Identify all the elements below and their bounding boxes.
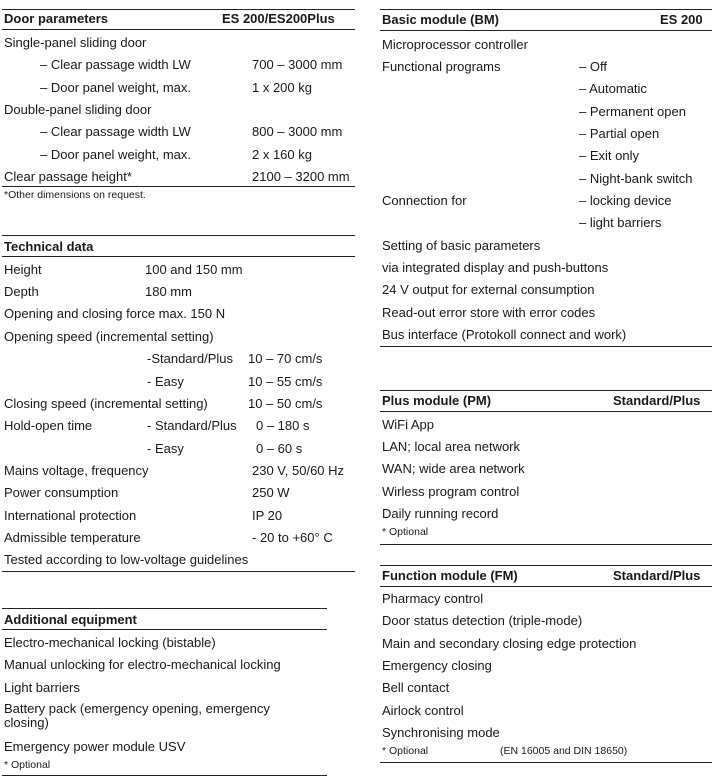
os-standard-value: 10 – 70 cm/s <box>248 351 323 366</box>
hold-easy-value: 0 – 60 s <box>256 441 303 456</box>
single-width-value: 700 – 3000 mm <box>252 57 343 72</box>
tested-note: Tested according to low-voltage guidelines <box>4 552 249 567</box>
double-weight-label: – Door panel weight, max. <box>40 147 192 162</box>
additional-item: Electro-mechanical locking (bistable) <box>4 635 216 650</box>
basic-line: 24 V output for external consumption <box>382 282 595 297</box>
program-item: – Off <box>579 59 607 74</box>
door-params-bottom-rule <box>2 186 355 187</box>
function-title: Function module (FM) <box>382 568 518 583</box>
hold-standard-label: - Standard/Plus <box>147 418 237 433</box>
function-top-rule <box>380 565 712 566</box>
os-easy-label: - Easy <box>147 374 184 389</box>
plus-item: Wirless program control <box>382 484 520 499</box>
double-width-value: 800 – 3000 mm <box>252 124 343 139</box>
tech-bottom-rule <box>2 571 355 572</box>
plus-item: Daily running record <box>382 506 499 521</box>
connection-label: Connection for <box>382 193 467 208</box>
additional-footnote: * Optional <box>4 759 51 771</box>
single-width-label: – Clear passage width LW <box>40 57 191 72</box>
basic-line: Bus interface (Protokoll connect and work) <box>382 327 627 342</box>
function-bottom-rule <box>380 762 712 763</box>
os-standard-label: -Standard/Plus <box>147 351 233 366</box>
additional-item: Emergency power module USV <box>4 739 186 754</box>
basic-line: via integrated display and push-buttons <box>382 260 609 275</box>
temp-label: Admissible temperature <box>4 530 141 545</box>
tech-depth-value: 180 mm <box>145 284 192 299</box>
temp-value: - 20 to +60° C <box>252 530 333 545</box>
door-params-top-rule <box>2 9 355 10</box>
tech-opening-speed: Opening speed (incremental setting) <box>4 329 214 344</box>
protection-value: IP 20 <box>252 508 283 523</box>
door-params-model: ES 200/ES200Plus <box>222 11 335 26</box>
clear-height-value: 2100 – 3200 mm <box>252 169 350 184</box>
tech-header-rule <box>2 256 355 257</box>
basic-header-rule <box>380 30 712 31</box>
clear-height-label: Clear passage height* <box>4 169 132 184</box>
tech-top-rule <box>2 235 355 236</box>
plus-top-rule <box>380 390 712 391</box>
closing-speed-label: Closing speed (incremental setting) <box>4 396 208 411</box>
basic-title: Basic module (BM) <box>382 12 500 27</box>
power-value: 250 W <box>252 485 290 500</box>
plus-item: WAN; wide area network <box>382 461 525 476</box>
function-model: Standard/Plus <box>613 568 701 583</box>
connection-item: – locking device <box>579 193 672 208</box>
closing-speed-value: 10 – 50 cm/s <box>248 396 323 411</box>
hold-easy-label: - Easy <box>147 441 184 456</box>
additional-item: Manual unlocking for electro-mechanical locking <box>4 657 281 672</box>
single-panel-label: Single-panel sliding door <box>4 35 147 50</box>
door-params-header-rule <box>2 29 355 30</box>
additional-item: Battery pack (emergency opening, emergency closing) <box>4 701 270 730</box>
function-item: Pharmacy control <box>382 591 484 606</box>
additional-title: Additional equipment <box>4 612 137 627</box>
plus-footnote: * Optional <box>382 526 429 538</box>
double-panel-label: Double-panel sliding door <box>4 102 152 117</box>
basic-model: ES 200 <box>660 12 703 27</box>
double-width-label: – Clear passage width LW <box>40 124 191 139</box>
basic-micro: Microprocessor controller <box>382 37 528 52</box>
additional-item: Light barriers <box>4 680 80 695</box>
tech-depth-label: Depth <box>4 284 39 299</box>
function-header-rule <box>380 586 712 587</box>
hold-open-label: Hold-open time <box>4 418 93 433</box>
mains-label: Mains voltage, frequency <box>4 463 149 478</box>
function-standards: (EN 16005 and DIN 18650) <box>500 745 628 757</box>
single-weight-value: 1 x 200 kg <box>252 80 312 95</box>
tech-height-value: 100 and 150 mm <box>145 262 243 277</box>
plus-bottom-rule <box>380 544 712 545</box>
plus-title: Plus module (PM) <box>382 393 492 408</box>
basic-line: Setting of basic parameters <box>382 238 541 253</box>
plus-header-rule <box>380 411 712 412</box>
plus-model: Standard/Plus <box>613 393 701 408</box>
tech-force: Opening and closing force max. 150 N <box>4 306 226 321</box>
power-label: Power consumption <box>4 485 119 500</box>
door-params-footnote: *Other dimensions on request. <box>4 189 146 201</box>
additional-top-rule <box>2 608 327 609</box>
tech-title: Technical data <box>4 239 94 254</box>
program-item: – Night-bank switch <box>579 171 693 186</box>
protection-label: International protection <box>4 508 137 523</box>
program-item: – Permanent open <box>579 104 686 119</box>
door-params-title: Door parameters <box>4 11 109 26</box>
function-item: Bell contact <box>382 680 450 695</box>
additional-header-rule <box>2 629 327 630</box>
program-item: – Exit only <box>579 148 639 163</box>
function-item: Main and secondary closing edge protection <box>382 636 637 651</box>
double-weight-value: 2 x 160 kg <box>252 147 312 162</box>
connection-item: – light barriers <box>579 215 662 230</box>
function-footnote: * Optional <box>382 745 429 757</box>
function-item: Airlock control <box>382 703 464 718</box>
tech-height-label: Height <box>4 262 42 277</box>
plus-item: LAN; local area network <box>382 439 521 454</box>
basic-line: Read-out error store with error codes <box>382 305 596 320</box>
program-item: – Partial open <box>579 126 660 141</box>
program-item: – Automatic <box>579 81 647 96</box>
basic-top-rule <box>380 9 712 10</box>
additional-bottom-rule <box>2 775 327 776</box>
function-item: Synchronising mode <box>382 725 500 740</box>
hold-standard-value: 0 – 180 s <box>256 418 310 433</box>
function-item: Door status detection (triple-mode) <box>382 613 583 628</box>
programs-label: Functional programs <box>382 59 501 74</box>
mains-value: 230 V, 50/60 Hz <box>252 463 345 478</box>
single-weight-label: – Door panel weight, max. <box>40 80 192 95</box>
os-easy-value: 10 – 55 cm/s <box>248 374 323 389</box>
basic-bottom-rule <box>380 346 712 347</box>
plus-item: WiFi App <box>382 417 435 432</box>
function-item: Emergency closing <box>382 658 492 673</box>
